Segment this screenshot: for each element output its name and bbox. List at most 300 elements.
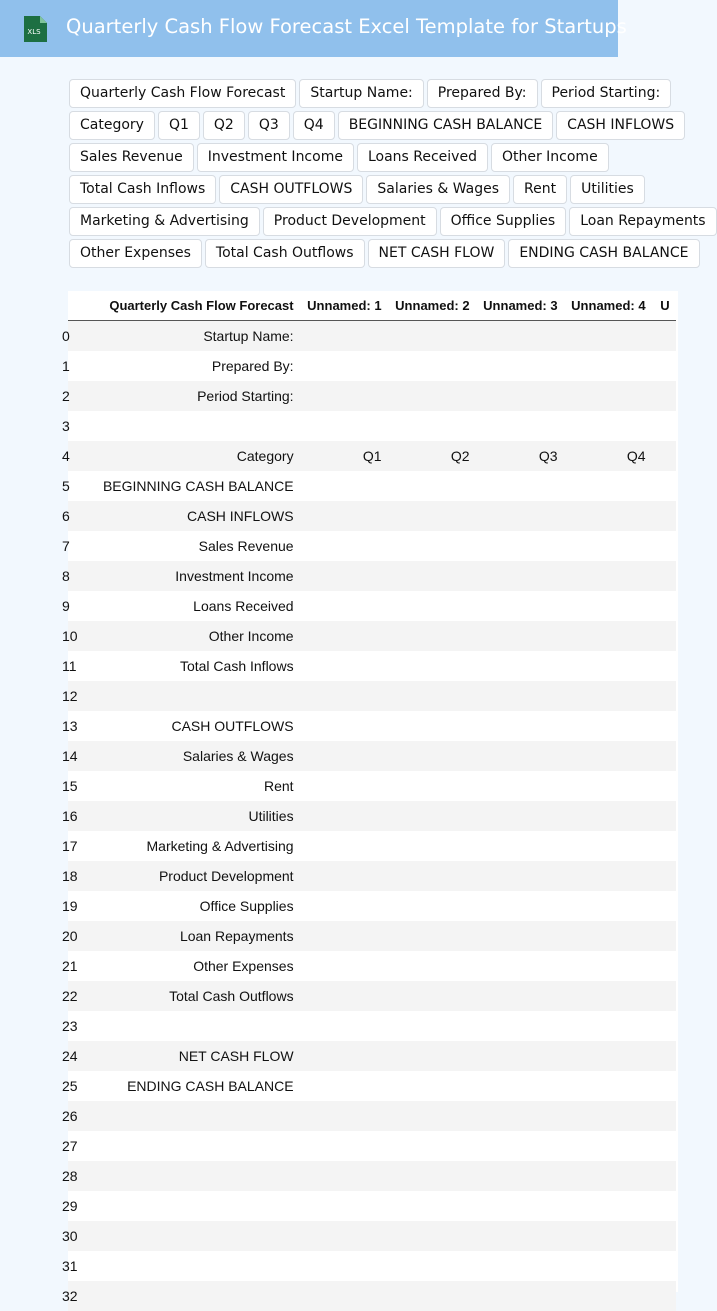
field-chip[interactable]: Period Starting: xyxy=(541,79,672,108)
table-cell[interactable] xyxy=(564,591,652,621)
table-row xyxy=(68,471,676,501)
table-cell[interactable] xyxy=(300,921,388,951)
table-cell[interactable] xyxy=(300,651,388,681)
table-cell[interactable] xyxy=(388,1041,476,1071)
table-cell[interactable] xyxy=(388,921,476,951)
table-cell[interactable] xyxy=(564,1221,652,1251)
table-cell[interactable] xyxy=(388,561,476,591)
table-cell[interactable] xyxy=(652,1041,676,1071)
table-cell[interactable] xyxy=(476,1281,564,1311)
field-chip[interactable]: Salaries & Wages xyxy=(366,175,510,204)
table-cell[interactable] xyxy=(388,591,476,621)
table-cell[interactable] xyxy=(564,1191,652,1221)
table-cell[interactable] xyxy=(476,831,564,861)
chip-row xyxy=(69,207,706,236)
row-index xyxy=(62,921,84,951)
table-cell[interactable] xyxy=(476,351,564,381)
table-cell[interactable] xyxy=(652,621,676,651)
table-cell[interactable]: ENDING CASH BALANCE xyxy=(84,1071,300,1101)
chip-row xyxy=(69,79,694,108)
table-cell[interactable] xyxy=(476,1011,564,1041)
table-cell[interactable] xyxy=(300,831,388,861)
table-cell[interactable] xyxy=(300,381,388,411)
table-cell[interactable]: Other Income xyxy=(84,621,300,651)
row-index xyxy=(62,1101,84,1131)
table-cell[interactable]: Loans Received xyxy=(84,591,300,621)
table-cell[interactable] xyxy=(300,861,388,891)
table-cell[interactable] xyxy=(564,1131,652,1161)
table-cell[interactable] xyxy=(388,1251,476,1281)
table-cell[interactable] xyxy=(564,1251,652,1281)
table-cell[interactable] xyxy=(476,741,564,771)
table-cell[interactable] xyxy=(564,1101,652,1131)
table-cell[interactable]: Sales Revenue xyxy=(84,531,300,561)
table-cell[interactable] xyxy=(300,801,388,831)
table-cell[interactable]: Investment Income xyxy=(84,561,300,591)
field-chip-list xyxy=(69,79,706,271)
table-cell[interactable] xyxy=(84,1221,300,1251)
table-cell[interactable] xyxy=(564,711,652,741)
table-cell[interactable] xyxy=(388,1221,476,1251)
table-row xyxy=(68,561,676,591)
row-index-label: 10 xyxy=(62,628,78,644)
table-cell[interactable] xyxy=(300,591,388,621)
row-index xyxy=(62,411,84,441)
table-cell[interactable] xyxy=(388,531,476,561)
table-cell[interactable] xyxy=(652,321,676,352)
table-cell[interactable] xyxy=(652,591,676,621)
table-cell[interactable] xyxy=(564,351,652,381)
table-cell[interactable] xyxy=(652,831,676,861)
row-index xyxy=(62,741,84,771)
row-index-label: 28 xyxy=(62,1168,78,1184)
field-chip[interactable]: BEGINNING CASH BALANCE xyxy=(338,111,553,140)
table-row xyxy=(68,831,676,861)
table-cell[interactable] xyxy=(652,861,676,891)
table-cell[interactable] xyxy=(388,1161,476,1191)
table-cell[interactable] xyxy=(564,1281,652,1311)
field-chip[interactable]: Other Income xyxy=(491,143,609,172)
table-cell[interactable] xyxy=(564,381,652,411)
table-cell[interactable]: Marketing & Advertising xyxy=(84,831,300,861)
table-cell[interactable] xyxy=(388,621,476,651)
row-index-label: 29 xyxy=(62,1198,78,1214)
column-header: U xyxy=(652,291,676,321)
table-row xyxy=(68,1101,676,1131)
table-cell[interactable] xyxy=(84,1281,300,1311)
table-row xyxy=(68,531,676,561)
table-cell[interactable] xyxy=(564,501,652,531)
table-cell[interactable] xyxy=(300,681,388,711)
row-index xyxy=(62,1131,84,1161)
table-cell[interactable] xyxy=(300,741,388,771)
field-chip[interactable]: Q4 xyxy=(293,111,335,140)
table-cell[interactable] xyxy=(388,741,476,771)
table-cell[interactable] xyxy=(388,771,476,801)
row-index-label: 24 xyxy=(62,1048,78,1064)
table-cell[interactable] xyxy=(388,1191,476,1221)
row-index-label: 31 xyxy=(62,1258,78,1274)
row-index-label: 7 xyxy=(62,538,70,554)
chip-row xyxy=(69,111,694,140)
table-cell[interactable] xyxy=(476,801,564,831)
table-cell[interactable]: Q4 xyxy=(564,441,652,471)
table-cell[interactable]: Prepared By: xyxy=(84,351,300,381)
table-cell[interactable] xyxy=(300,351,388,381)
table-cell[interactable]: Period Starting: xyxy=(84,381,300,411)
table-cell[interactable]: Startup Name: xyxy=(84,321,300,352)
table-cell[interactable] xyxy=(652,921,676,951)
table-cell[interactable]: Total Cash Inflows xyxy=(84,651,300,681)
table-cell[interactable] xyxy=(388,711,476,741)
field-chip[interactable]: Q2 xyxy=(203,111,245,140)
table-cell[interactable] xyxy=(564,1011,652,1041)
table-cell[interactable] xyxy=(84,1101,300,1131)
table-cell[interactable] xyxy=(652,1071,676,1101)
field-chip[interactable]: Investment Income xyxy=(197,143,354,172)
table-cell[interactable] xyxy=(476,861,564,891)
table-cell[interactable] xyxy=(476,711,564,741)
table-cell[interactable] xyxy=(84,1131,300,1161)
table-row xyxy=(68,1011,676,1041)
table-row xyxy=(68,1221,676,1251)
table-cell[interactable] xyxy=(564,561,652,591)
table-cell[interactable] xyxy=(564,1041,652,1071)
row-index-label: 6 xyxy=(62,508,70,524)
table-cell[interactable] xyxy=(300,981,388,1011)
table-cell[interactable] xyxy=(300,1071,388,1101)
table-cell[interactable] xyxy=(564,411,652,441)
table-cell[interactable] xyxy=(84,1011,300,1041)
spreadsheet-preview[interactable] xyxy=(62,291,678,1304)
table-cell[interactable] xyxy=(388,1011,476,1041)
table-cell[interactable] xyxy=(652,1101,676,1131)
table-row xyxy=(68,1071,676,1101)
chip-row xyxy=(69,143,694,172)
field-chip[interactable]: Q1 xyxy=(158,111,200,140)
table-cell[interactable] xyxy=(652,501,676,531)
table-cell[interactable] xyxy=(300,621,388,651)
field-chip[interactable]: Q3 xyxy=(248,111,290,140)
row-index-label: 30 xyxy=(62,1228,78,1244)
table-cell[interactable]: BEGINNING CASH BALANCE xyxy=(84,471,300,501)
table-cell[interactable] xyxy=(300,531,388,561)
table-cell[interactable] xyxy=(388,381,476,411)
table-cell[interactable] xyxy=(564,321,652,352)
field-chip[interactable]: Other Expenses xyxy=(69,239,202,268)
table-cell[interactable] xyxy=(300,1161,388,1191)
field-chip[interactable]: Sales Revenue xyxy=(69,143,194,172)
table-cell[interactable] xyxy=(652,1161,676,1191)
row-index xyxy=(62,711,84,741)
table-cell[interactable] xyxy=(652,771,676,801)
table-cell[interactable] xyxy=(388,801,476,831)
table-cell[interactable]: Total Cash Outflows xyxy=(84,981,300,1011)
table-cell[interactable] xyxy=(388,861,476,891)
table-cell[interactable] xyxy=(388,651,476,681)
table-cell[interactable] xyxy=(300,1131,388,1161)
row-index xyxy=(62,321,84,352)
field-chip[interactable]: Quarterly Cash Flow Forecast xyxy=(69,79,296,108)
table-cell[interactable] xyxy=(564,651,652,681)
row-index xyxy=(62,951,84,981)
table-cell[interactable] xyxy=(476,561,564,591)
table-cell[interactable]: Office Supplies xyxy=(84,891,300,921)
table-cell[interactable] xyxy=(564,921,652,951)
table-cell[interactable] xyxy=(476,531,564,561)
table-cell[interactable] xyxy=(652,351,676,381)
row-index-label: 3 xyxy=(62,418,70,434)
field-chip[interactable]: NET CASH FLOW xyxy=(368,239,506,268)
table-cell[interactable] xyxy=(476,1221,564,1251)
table-cell[interactable] xyxy=(300,561,388,591)
table-cell[interactable] xyxy=(84,1161,300,1191)
table-cell[interactable] xyxy=(476,951,564,981)
table-row xyxy=(68,951,676,981)
table-cell[interactable] xyxy=(652,381,676,411)
table-cell[interactable] xyxy=(84,1251,300,1281)
table-cell[interactable] xyxy=(300,471,388,501)
table-cell[interactable] xyxy=(564,681,652,711)
table-cell[interactable]: Utilities xyxy=(84,801,300,831)
table-cell[interactable]: Q1 xyxy=(300,441,388,471)
table-cell[interactable] xyxy=(652,1131,676,1161)
table-cell[interactable] xyxy=(476,501,564,531)
row-index-label: 1 xyxy=(62,358,70,374)
table-row xyxy=(68,321,676,352)
row-index xyxy=(62,1011,84,1041)
table-cell[interactable] xyxy=(476,1071,564,1101)
table-cell[interactable] xyxy=(652,411,676,441)
excel-icon-label: XLS xyxy=(27,28,41,36)
table-cell[interactable]: Salaries & Wages xyxy=(84,741,300,771)
table-cell[interactable] xyxy=(476,921,564,951)
table-cell[interactable] xyxy=(388,1101,476,1131)
table-cell[interactable] xyxy=(300,1281,388,1311)
table-row xyxy=(68,681,676,711)
table-cell[interactable] xyxy=(388,1071,476,1101)
row-index-label: 5 xyxy=(62,478,70,494)
field-chip[interactable]: Loans Received xyxy=(357,143,488,172)
table-cell[interactable] xyxy=(84,1191,300,1221)
table-cell[interactable] xyxy=(564,1071,652,1101)
table-cell[interactable] xyxy=(300,1011,388,1041)
row-index-label: 18 xyxy=(62,868,78,884)
table-cell[interactable] xyxy=(300,951,388,981)
table-cell[interactable] xyxy=(388,1281,476,1311)
table-cell[interactable] xyxy=(388,891,476,921)
table-cell[interactable] xyxy=(652,711,676,741)
table-cell[interactable] xyxy=(300,1101,388,1131)
field-chip[interactable]: Rent xyxy=(513,175,567,204)
table-cell[interactable] xyxy=(300,1041,388,1071)
table-cell[interactable] xyxy=(300,411,388,441)
table-cell[interactable] xyxy=(564,801,652,831)
table-cell[interactable] xyxy=(564,471,652,501)
table-cell[interactable]: CASH INFLOWS xyxy=(84,501,300,531)
table-row xyxy=(68,891,676,921)
table-cell[interactable] xyxy=(476,1161,564,1191)
table-cell[interactable] xyxy=(476,1251,564,1281)
table-cell[interactable]: Rent xyxy=(84,771,300,801)
row-index-label: 2 xyxy=(62,388,70,404)
field-chip[interactable]: Marketing & Advertising xyxy=(69,207,260,236)
table-cell[interactable] xyxy=(476,1101,564,1131)
field-chip[interactable]: Utilities xyxy=(570,175,645,204)
table-cell[interactable] xyxy=(476,1041,564,1071)
table-cell[interactable] xyxy=(564,1161,652,1191)
table-row xyxy=(68,981,676,1011)
table-cell[interactable] xyxy=(300,891,388,921)
table-row xyxy=(68,351,676,381)
table-cell[interactable] xyxy=(300,1251,388,1281)
row-index xyxy=(62,471,84,501)
row-index xyxy=(62,1071,84,1101)
table-cell[interactable] xyxy=(652,1011,676,1041)
table-cell[interactable] xyxy=(564,831,652,861)
table-cell[interactable]: Loan Repayments xyxy=(84,921,300,951)
table-cell[interactable] xyxy=(300,1221,388,1251)
row-index-label: 8 xyxy=(62,568,70,584)
row-index xyxy=(62,771,84,801)
table-cell[interactable] xyxy=(84,411,300,441)
table-cell[interactable] xyxy=(388,321,476,352)
table-cell[interactable] xyxy=(476,591,564,621)
row-index-label: 22 xyxy=(62,988,78,1004)
table-cell[interactable] xyxy=(476,381,564,411)
table-cell[interactable]: CASH OUTFLOWS xyxy=(84,711,300,741)
page-header xyxy=(0,0,627,57)
field-chip[interactable]: Category xyxy=(69,111,155,140)
table-row xyxy=(68,741,676,771)
table-cell[interactable] xyxy=(652,651,676,681)
chip-row xyxy=(69,175,694,204)
table-cell[interactable] xyxy=(476,621,564,651)
table-cell[interactable]: Category xyxy=(84,441,300,471)
table-cell[interactable] xyxy=(300,501,388,531)
row-index xyxy=(62,801,84,831)
table-cell[interactable]: Q2 xyxy=(388,441,476,471)
row-index-label: 23 xyxy=(62,1018,78,1034)
table-cell[interactable] xyxy=(564,891,652,921)
table-row xyxy=(68,591,676,621)
field-chip[interactable]: CASH OUTFLOWS xyxy=(219,175,363,204)
table-cell[interactable] xyxy=(388,471,476,501)
row-index xyxy=(62,981,84,1011)
table-cell[interactable]: Other Expenses xyxy=(84,951,300,981)
table-cell[interactable] xyxy=(300,321,388,352)
table-cell[interactable] xyxy=(564,981,652,1011)
table-cell[interactable] xyxy=(652,561,676,591)
table-cell[interactable] xyxy=(564,621,652,651)
row-index xyxy=(62,561,84,591)
table-cell[interactable] xyxy=(476,771,564,801)
table-cell[interactable] xyxy=(652,1191,676,1221)
table-cell[interactable] xyxy=(564,531,652,561)
table-cell[interactable] xyxy=(564,771,652,801)
table-cell[interactable] xyxy=(476,321,564,352)
field-chip[interactable]: Prepared By: xyxy=(427,79,538,108)
table-cell[interactable]: Q3 xyxy=(476,441,564,471)
table-cell[interactable] xyxy=(476,651,564,681)
table-cell[interactable] xyxy=(476,471,564,501)
table-row xyxy=(68,1041,676,1071)
column-header: Quarterly Cash Flow Forecast xyxy=(84,291,300,321)
row-index-label: 19 xyxy=(62,898,78,914)
row-index xyxy=(62,1251,84,1281)
table-cell[interactable] xyxy=(388,351,476,381)
row-index-label: 20 xyxy=(62,928,78,944)
table-cell[interactable] xyxy=(564,861,652,891)
table-cell[interactable] xyxy=(652,1251,676,1281)
table-cell[interactable] xyxy=(652,801,676,831)
table-cell[interactable] xyxy=(652,471,676,501)
field-chip[interactable]: Total Cash Inflows xyxy=(69,175,216,204)
row-index-label: 11 xyxy=(62,658,77,674)
table-cell[interactable] xyxy=(564,741,652,771)
field-chip[interactable]: ENDING CASH BALANCE xyxy=(508,239,699,268)
row-index xyxy=(62,591,84,621)
table-cell[interactable] xyxy=(476,1131,564,1161)
table-cell[interactable] xyxy=(476,1191,564,1221)
table-cell[interactable] xyxy=(652,891,676,921)
row-index-label: 32 xyxy=(62,1288,78,1304)
field-chip[interactable]: Office Supplies xyxy=(440,207,567,236)
table-cell[interactable] xyxy=(388,411,476,441)
field-chip[interactable]: Loan Repayments xyxy=(569,207,716,236)
table-cell[interactable] xyxy=(300,711,388,741)
field-chip[interactable]: CASH INFLOWS xyxy=(556,111,685,140)
table-cell[interactable] xyxy=(564,951,652,981)
row-index xyxy=(62,441,84,471)
field-chip[interactable]: Product Development xyxy=(263,207,437,236)
table-cell[interactable] xyxy=(388,831,476,861)
table-cell[interactable] xyxy=(652,741,676,771)
field-chip[interactable]: Total Cash Outflows xyxy=(205,239,365,268)
table-cell[interactable] xyxy=(300,1191,388,1221)
field-chip[interactable]: Startup Name: xyxy=(299,79,423,108)
table-cell[interactable] xyxy=(476,891,564,921)
table-cell[interactable] xyxy=(652,681,676,711)
table-row xyxy=(68,1131,676,1161)
table-cell[interactable] xyxy=(476,681,564,711)
table-cell[interactable] xyxy=(388,501,476,531)
table-row xyxy=(68,711,676,741)
table-row xyxy=(68,861,676,891)
table-cell[interactable] xyxy=(652,441,676,471)
table-cell[interactable] xyxy=(388,681,476,711)
table-cell[interactable] xyxy=(388,951,476,981)
row-index-label: 27 xyxy=(62,1138,78,1154)
table-cell[interactable] xyxy=(476,411,564,441)
table-cell[interactable] xyxy=(652,951,676,981)
table-cell[interactable] xyxy=(652,531,676,561)
table-row xyxy=(68,501,676,531)
table-cell[interactable] xyxy=(652,1221,676,1251)
table-cell[interactable] xyxy=(388,981,476,1011)
table-row xyxy=(68,621,676,651)
table-cell[interactable]: NET CASH FLOW xyxy=(84,1041,300,1071)
row-index-label: 16 xyxy=(62,808,78,824)
table-cell[interactable] xyxy=(300,771,388,801)
table-cell[interactable] xyxy=(388,1131,476,1161)
table-cell[interactable]: Product Development xyxy=(84,861,300,891)
table-cell[interactable] xyxy=(476,981,564,1011)
table-cell[interactable] xyxy=(84,681,300,711)
table-row xyxy=(68,1281,676,1311)
table-cell[interactable] xyxy=(652,981,676,1011)
table-cell[interactable] xyxy=(652,1281,676,1311)
